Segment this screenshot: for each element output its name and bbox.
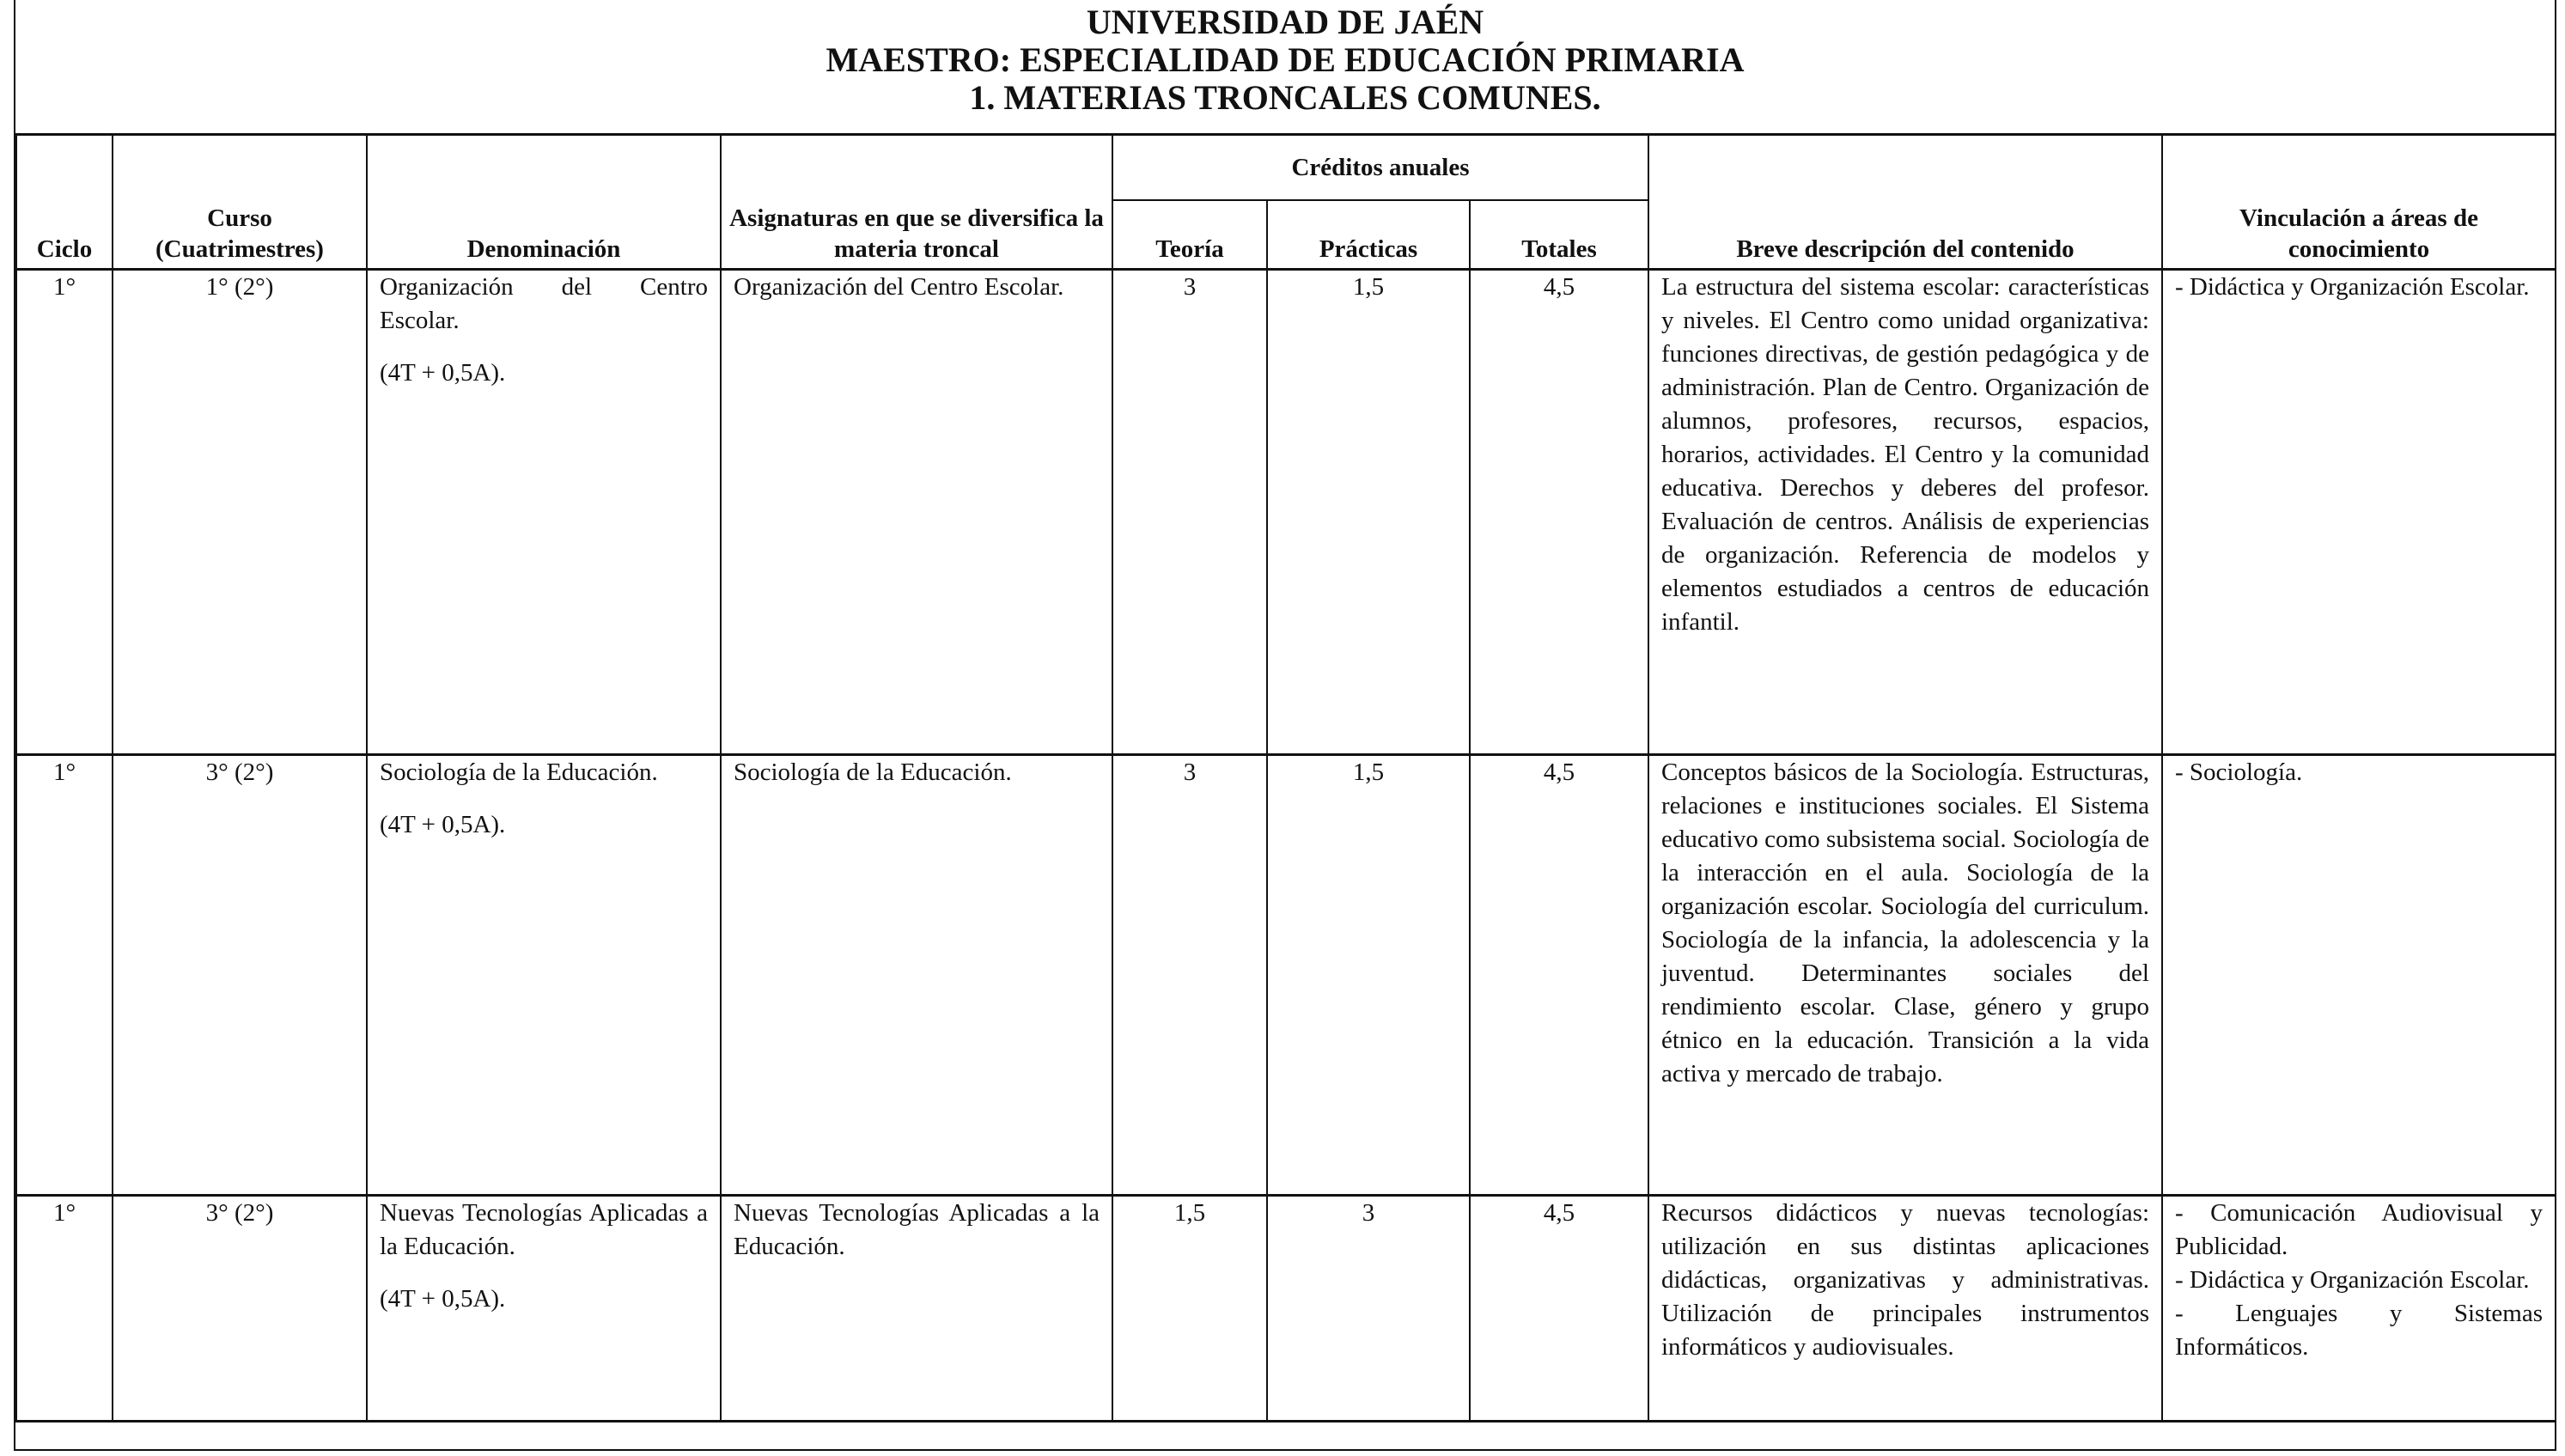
denominacion-text: Nuevas Tecnologías Aplicadas a la Educación. — [380, 1199, 708, 1260]
degree-title: MAESTRO: ESPECIALIDAD DE EDUCACIÓN PRIMARIA — [826, 40, 1745, 79]
vinculacion-item: - Didáctica y Organización Escolar. — [2175, 1266, 2530, 1294]
cell-denominacion — [367, 755, 721, 1196]
col-header-ciclo: Ciclo — [16, 136, 113, 270]
cell-totales: 4,5 — [1470, 1196, 1648, 1422]
cell-teoria: 3 — [1112, 270, 1267, 755]
denominacion-text: Organización del Centro Escolar. — [380, 273, 708, 334]
col-header-curso — [113, 136, 367, 270]
denominacion-note: (4T + 0,5A). — [380, 1285, 506, 1313]
cell-vinculacion — [2162, 1196, 2556, 1422]
denominacion-note: (4T + 0,5A). — [380, 359, 506, 387]
denominacion-text: Sociología de la Educación. — [380, 758, 658, 786]
section-title: 1. MATERIAS TRONCALES COMUNES. — [969, 78, 1601, 117]
cell-practicas: 1,5 — [1267, 270, 1470, 755]
col-header-curso-label: Curso — [207, 204, 272, 232]
cell-totales: 4,5 — [1470, 270, 1648, 755]
cell-curso: 3° (2°) — [113, 755, 367, 1196]
cell-ciclo: 1° — [16, 755, 113, 1196]
col-header-descripcion: Breve descripción del contenido — [1648, 136, 2162, 270]
cell-vinculacion — [2162, 270, 2556, 755]
university-title: UNIVERSIDAD DE JAÉN — [1086, 3, 1484, 41]
cell-vinculacion — [2162, 755, 2556, 1196]
vinculacion-item: - Lenguajes y Sistemas Informáticos. — [2175, 1300, 2543, 1361]
cell-denominacion — [367, 1196, 721, 1422]
cell-asignaturas: Nuevas Tecnologías Aplicadas a la Educación. — [721, 1196, 1112, 1422]
vinculacion-item: - Sociología. — [2175, 758, 2303, 786]
cell-curso: 3° (2°) — [113, 1196, 367, 1422]
denominacion-note: (4T + 0,5A). — [380, 811, 506, 838]
subjects-table — [15, 136, 2556, 1422]
cell-asignaturas: Sociología de la Educación. — [721, 755, 1112, 1196]
cell-descripcion: La estructura del sistema escolar: características y niveles. El Centro como unidad organizativa: funciones directivas, de gestión pedagógica y de administración. Plan de Centro. Organización de alumnos, profesores, recursos, espacios, horarios, actividades. El Centro y la comunidad educativa. Derechos y deberes del profesor. Evaluación de centros. Análisis de experiencias de organización. Referencia de modelos y elementos estudiados a centros de educación infantil. — [1648, 270, 2162, 755]
col-header-teoria: Teoría — [1112, 200, 1267, 270]
col-header-asignaturas: Asignaturas en que se diversifica la materia troncal — [721, 136, 1112, 270]
col-header-denominacion: Denominación — [367, 136, 721, 270]
col-header-practicas: Prácticas — [1267, 200, 1470, 270]
table-row — [16, 1196, 2556, 1422]
table-row — [16, 755, 2556, 1196]
cell-curso: 1° (2°) — [113, 270, 367, 755]
table-row — [16, 270, 2556, 755]
vinculacion-item: - Didáctica y Organización Escolar. — [2175, 273, 2530, 301]
document-header — [15, 0, 2555, 136]
cell-descripcion: Recursos didácticos y nuevas tecnologías: utilización en sus distintas aplicaciones didácticas, organizativas y administrativas. Utilización de principales instrumentos informáticos y audiovisuales. — [1648, 1196, 2162, 1422]
cell-denominacion — [367, 270, 721, 755]
cell-teoria: 1,5 — [1112, 1196, 1267, 1422]
cell-totales: 4,5 — [1470, 755, 1648, 1196]
cell-ciclo: 1° — [16, 1196, 113, 1422]
col-header-totales: Totales — [1470, 200, 1648, 270]
col-header-curso-sub: (Cuatrimestres) — [155, 235, 324, 263]
cell-practicas: 3 — [1267, 1196, 1470, 1422]
vinculacion-item: - Comunicación Audiovisual y Publicidad. — [2175, 1199, 2543, 1260]
col-header-creditos: Créditos anuales — [1112, 136, 1648, 200]
cell-descripcion: Conceptos básicos de la Sociología. Estructuras, relaciones e instituciones sociales. El Sistema educativo como subsistema social. Sociología de la interacción en el aula. Sociología de la organización escolar. Sociología del curriculum. Sociología de la infancia, la adolescencia y la juventud. Determinantes sociales del rendimiento escolar. Clase, género y grupo étnico en la educación. Transición a la vida activa y mercado de trabajo. — [1648, 755, 2162, 1196]
cell-ciclo: 1° — [16, 270, 113, 755]
col-header-vinculacion: Vinculación a áreas de conocimiento — [2162, 136, 2556, 270]
cell-practicas: 1,5 — [1267, 755, 1470, 1196]
cell-asignaturas: Organización del Centro Escolar. — [721, 270, 1112, 755]
cell-teoria: 3 — [1112, 755, 1267, 1196]
document-sheet — [14, 0, 2556, 1451]
